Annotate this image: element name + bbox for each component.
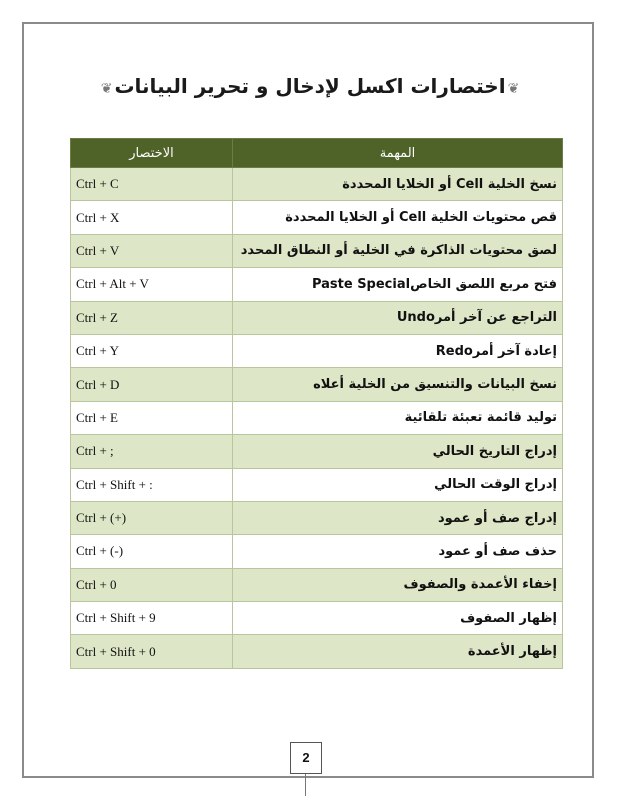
table-row: [71, 568, 563, 601]
shortcut-cell: Ctrl + (-): [71, 535, 233, 568]
page-number-tick: [305, 774, 306, 796]
task-cell: إعادة آخر أمرRedo: [233, 334, 563, 367]
table-row: [71, 168, 563, 201]
table-row: [71, 334, 563, 367]
table-row: [71, 435, 563, 468]
table-row: [71, 602, 563, 635]
shortcut-cell: Ctrl + V: [71, 234, 233, 267]
page-number: 2: [290, 742, 322, 774]
table-row: [71, 201, 563, 234]
shortcut-cell: Ctrl + C: [71, 168, 233, 201]
table-row: [71, 401, 563, 434]
shortcut-cell: Ctrl + ;: [71, 435, 233, 468]
title-ornament-left: ❦: [100, 81, 113, 97]
task-cell: إظهار الأعمدة: [233, 635, 563, 668]
shortcut-cell: Ctrl + Shift + 0: [71, 635, 233, 668]
shortcut-cell: Ctrl + X: [71, 201, 233, 234]
header-task: المهمة: [233, 139, 563, 168]
task-cell: فتح مربع اللصق الخاصPaste Special: [233, 268, 563, 301]
table-row: [71, 234, 563, 267]
task-cell: إدراج التاريخ الحالي: [233, 435, 563, 468]
shortcut-cell: Ctrl + D: [71, 368, 233, 401]
shortcuts-table: [70, 138, 563, 669]
shortcut-cell: Ctrl + (+): [71, 501, 233, 534]
task-cell: حذف صف أو عمود: [233, 535, 563, 568]
shortcut-cell: Ctrl + 0: [71, 568, 233, 601]
task-cell: نسخ الخلية Cell أو الخلايا المحددة: [233, 168, 563, 201]
shortcut-cell: Ctrl + Y: [71, 334, 233, 367]
table-row: [71, 268, 563, 301]
shortcut-cell: Ctrl + E: [71, 401, 233, 434]
table-row: [71, 635, 563, 668]
task-cell: إدراج صف أو عمود: [233, 501, 563, 534]
task-cell: نسخ البيانات والتنسيق من الخلية أعلاه: [233, 368, 563, 401]
table-row: [71, 468, 563, 501]
title-ornament-right: ❦: [507, 81, 520, 97]
task-cell: التراجع عن آخر أمرUndo: [233, 301, 563, 334]
shortcut-cell: Ctrl + Z: [71, 301, 233, 334]
task-cell: توليد قائمة تعبئة تلقائية: [233, 401, 563, 434]
shortcut-cell: Ctrl + Shift + :: [71, 468, 233, 501]
header-shortcut: الاختصار: [71, 139, 233, 168]
shortcut-cell: Ctrl + Shift + 9: [71, 602, 233, 635]
task-cell: إخفاء الأعمدة والصفوف: [233, 568, 563, 601]
table-row: [71, 301, 563, 334]
task-cell: إدراج الوقت الحالي: [233, 468, 563, 501]
shortcut-cell: Ctrl + Alt + V: [71, 268, 233, 301]
task-cell: قص محتويات الخلية Cell أو الخلايا المحددة: [233, 201, 563, 234]
table-body: [71, 168, 563, 669]
table-row: [71, 368, 563, 401]
task-cell: إظهار الصفوف: [233, 602, 563, 635]
table-header-row: [71, 139, 563, 168]
table-row: [71, 501, 563, 534]
page-title: [60, 74, 560, 98]
table-row: [71, 535, 563, 568]
task-cell: لصق محتويات الذاكرة في الخلية أو النطاق المحدد: [233, 234, 563, 267]
title-text: اختصارات اكسل لإدخال و تحرير البيانات: [114, 74, 506, 98]
